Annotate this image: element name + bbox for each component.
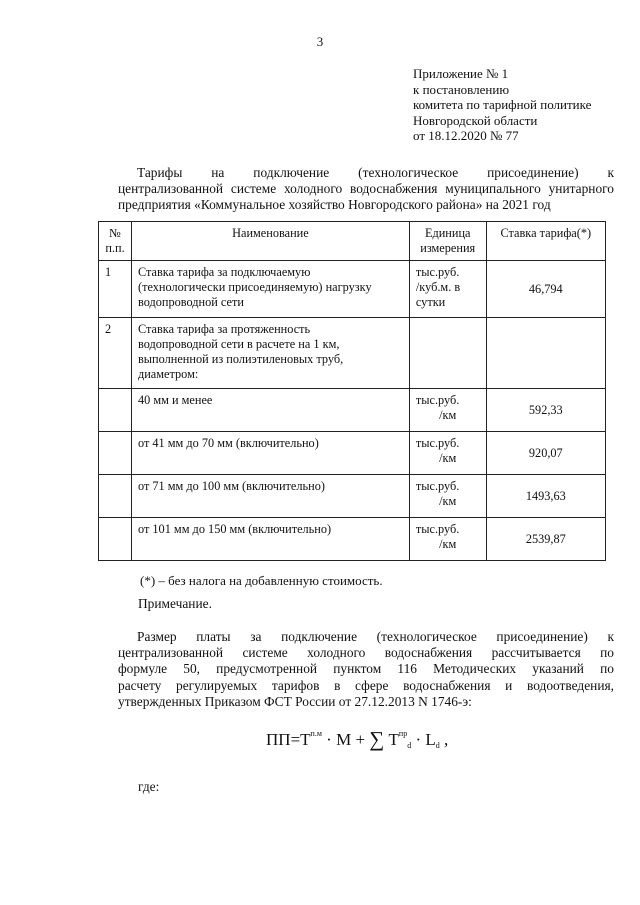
table-row: [99, 261, 606, 318]
paragraph-line: утвержденных Приказом ФСТ России от 27.12.2013 N 1746-э:: [118, 693, 472, 709]
formula-length-tariff-symbol: Т: [388, 730, 399, 749]
header-rate: Ставка тарифа(*): [486, 222, 605, 261]
table-row: [99, 475, 606, 518]
formula-lhs: ПП: [266, 730, 291, 749]
row-unit: [409, 518, 486, 561]
header-number-line: №: [109, 226, 121, 240]
note-heading: Примечание.: [138, 596, 212, 611]
row-unit-line: тыс.руб.: [415, 522, 460, 536]
formula-dot: ·: [326, 730, 332, 749]
table-row: [99, 518, 606, 561]
formula-length-tariff-subscript: d: [407, 741, 412, 750]
formula-load-symbol: М: [336, 730, 352, 749]
row-unit-line: /куб.м. в: [415, 280, 461, 294]
row-rate: 46,794: [486, 261, 605, 318]
row-number: [99, 518, 132, 561]
row-name-line: водопроводной сети в расчете на 1 км,: [137, 337, 340, 351]
row-number: [99, 475, 132, 518]
formula-sum-symbol: ∑: [369, 727, 385, 751]
row-name-line: выполненной из полиэтиленовых труб,: [137, 352, 344, 366]
row-name-line: диаметром:: [137, 367, 199, 381]
row-name: от 41 мм до 70 мм (включительно): [131, 432, 409, 475]
formula-plus: +: [355, 730, 366, 749]
table-footnote: (*) – без налога на добавленную стоимость.: [140, 573, 383, 588]
table-header-row: [99, 222, 606, 261]
page-number: 3: [316, 34, 324, 49]
appendix-block: [413, 66, 633, 144]
formula-length-symbol: L: [425, 730, 436, 749]
appendix-line: к постановлению: [413, 81, 510, 97]
table-row: [99, 389, 606, 432]
row-unit-line: тыс.руб.: [415, 393, 460, 407]
row-unit-line: /км: [439, 494, 457, 508]
row-rate: 1493,63: [486, 475, 605, 518]
row-unit: [409, 432, 486, 475]
paragraph-line: формуле 50, предусмотренной пунктом 116 Методических указаний по: [118, 661, 614, 677]
paragraph-line: централизованной системе холодного водоснабжения рассчитывается по: [118, 645, 614, 661]
row-name: [131, 318, 409, 389]
appendix-line: комитета по тарифной политике: [413, 97, 592, 112]
appendix-line: Новгородской области: [413, 112, 538, 128]
formula-dot: ·: [415, 730, 422, 749]
title-line: предприятия «Коммунальное хозяйство Новгородского района» на 2021 год: [118, 197, 551, 212]
note-paragraph: [118, 629, 614, 710]
appendix-line: от 18.12.2020 № 77: [413, 128, 519, 143]
formula-tariff-superscript: п.м: [310, 729, 322, 738]
row-name-line: Ставка тарифа за подключаемую: [137, 265, 311, 279]
formula-tariff-symbol: Т: [300, 730, 311, 749]
title-line: централизованной системе холодного водоснабжения муниципального унитарного: [118, 181, 614, 196]
formula-length-subscript: d: [435, 741, 440, 750]
row-number: [99, 389, 132, 432]
row-name: 40 мм и менее: [131, 389, 409, 432]
row-name-line: Ставка тарифа за протяженность: [137, 322, 311, 336]
paragraph-line: расчету регулируемых тарифов в сфере водоснабжения и водоотведения,: [118, 677, 614, 693]
row-name-line: (технологически присоединяемую) нагрузку: [137, 280, 372, 294]
row-name: [131, 261, 409, 318]
document-title: [118, 165, 614, 213]
appendix-line: Приложение № 1: [413, 66, 509, 81]
row-unit-line: /км: [439, 451, 457, 465]
row-unit: [409, 475, 486, 518]
formula-comma: ,: [444, 730, 449, 749]
header-name: Наименование: [131, 222, 409, 261]
row-unit: [409, 389, 486, 432]
row-unit-line: /км: [439, 408, 457, 422]
row-unit-line: тыс.руб.: [415, 265, 460, 279]
row-name: от 101 мм до 150 мм (включительно): [131, 518, 409, 561]
row-number: 1: [99, 261, 132, 318]
row-number: [99, 432, 132, 475]
row-rate: 920,07: [486, 432, 605, 475]
row-unit: [409, 261, 486, 318]
header-unit-line: Единица: [424, 226, 471, 240]
header-unit: [409, 222, 486, 261]
row-rate: 592,33: [486, 389, 605, 432]
formula-length-tariff-superscript: пр: [398, 729, 408, 738]
row-name: от 71 мм до 100 мм (включительно): [131, 475, 409, 518]
row-name-line: водопроводной сети: [137, 295, 244, 309]
payment-formula: [266, 727, 448, 752]
row-unit: [409, 318, 486, 389]
header-unit-line: измерения: [420, 241, 476, 255]
formula-equals: =: [290, 730, 301, 749]
tariff-table: [98, 221, 606, 561]
paragraph-line: Размер платы за подключение (технологическое присоединение) к: [137, 629, 614, 644]
row-number: 2: [99, 318, 132, 389]
row-unit-line: тыс.руб.: [415, 479, 460, 493]
header-number-line: п.п.: [105, 241, 125, 255]
row-rate: [486, 318, 605, 389]
row-unit-line: /км: [439, 537, 457, 551]
table-row: [99, 432, 606, 475]
title-line: Тарифы на подключение (технологическое присоединение) к: [137, 165, 614, 180]
where-label: где:: [138, 779, 160, 794]
header-number: [99, 222, 132, 261]
row-unit-line: сутки: [415, 295, 446, 309]
row-unit-line: тыс.руб.: [415, 436, 460, 450]
table-row: [99, 318, 606, 389]
row-rate: 2539,87: [486, 518, 605, 561]
